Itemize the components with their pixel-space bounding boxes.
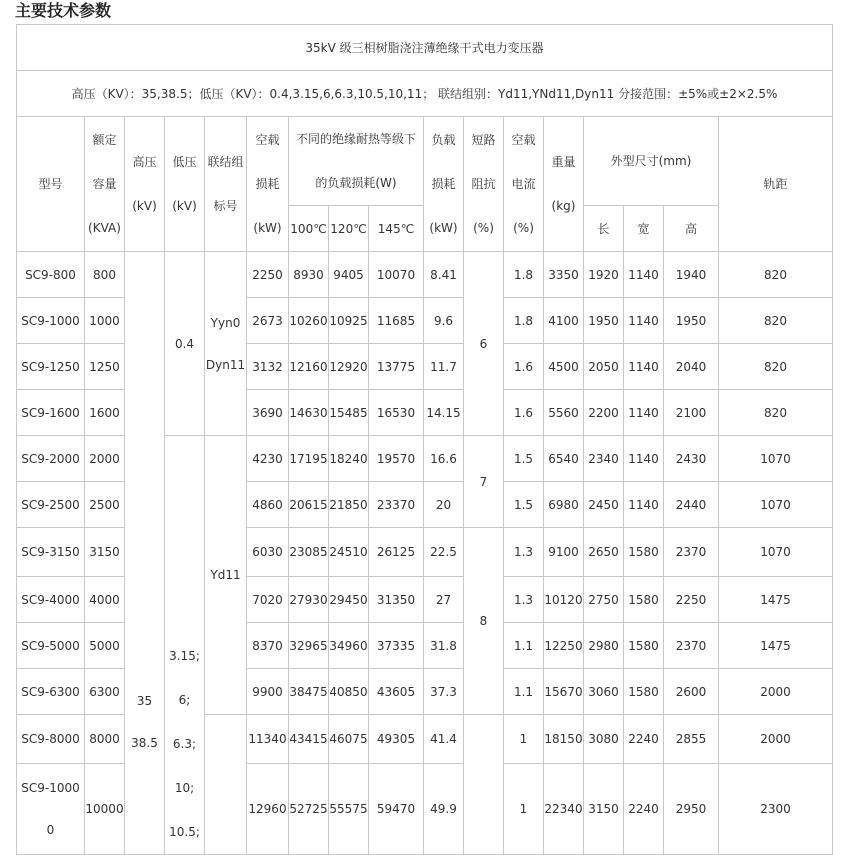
header-dim-height: 高: [664, 206, 719, 252]
cell-height: 2950: [664, 764, 719, 855]
cell-t120: 9405: [329, 252, 369, 298]
header-dim-width: 宽: [624, 206, 664, 252]
cell-load-loss: 31.8: [424, 623, 464, 669]
cell-no-load-loss: 9900: [247, 669, 289, 715]
cell-capacity: 800: [85, 252, 125, 298]
cell-width: 1140: [624, 482, 664, 528]
cell-current: 1.5: [504, 436, 544, 482]
cell-capacity: 6300: [85, 669, 125, 715]
cell-model: SC9-1000 0: [17, 764, 85, 855]
cell-height: 2600: [664, 669, 719, 715]
cell-height: 2250: [664, 577, 719, 623]
cell-weight: 3350: [544, 252, 584, 298]
cell-t100: 12160: [289, 344, 329, 390]
cell-t100: 52725: [289, 764, 329, 855]
cell-no-load-loss: 8370: [247, 623, 289, 669]
cell-t100: 10260: [289, 298, 329, 344]
cell-current: 1.8: [504, 252, 544, 298]
cell-gauge: 2000: [719, 715, 833, 764]
cell-no-load-loss: 12960: [247, 764, 289, 855]
cell-width: 1140: [624, 390, 664, 436]
header-hv: 高压 (kV): [125, 117, 165, 252]
cell-current: 1.6: [504, 390, 544, 436]
section-heading: 主要技术参数: [15, 1, 112, 20]
header-temp-100: 100℃: [289, 206, 329, 252]
cell-t100: 8930: [289, 252, 329, 298]
cell-current: 1: [504, 715, 544, 764]
cell-gauge: 820: [719, 252, 833, 298]
cell-height: 2370: [664, 528, 719, 577]
cell-t120: 15485: [329, 390, 369, 436]
cell-weight: 6540: [544, 436, 584, 482]
cell-conn-group2: Yd11: [205, 436, 247, 715]
cell-impedance-3: 8: [464, 528, 504, 715]
cell-length: 3080: [584, 715, 624, 764]
header-connection: 联结组 标号: [205, 117, 247, 252]
cell-impedance-2: 7: [464, 436, 504, 528]
cell-gauge: 820: [719, 344, 833, 390]
cell-height: 2430: [664, 436, 719, 482]
cell-t100: 23085: [289, 528, 329, 577]
cell-weight: 5560: [544, 390, 584, 436]
cell-current: 1.3: [504, 577, 544, 623]
cell-width: 1140: [624, 344, 664, 390]
cell-no-load-loss: 4230: [247, 436, 289, 482]
table-row: [17, 252, 833, 298]
cell-model: SC9-800: [17, 252, 85, 298]
cell-width: 1580: [624, 528, 664, 577]
cell-current: 1.8: [504, 298, 544, 344]
cell-capacity: 8000: [85, 715, 125, 764]
cell-length: 2450: [584, 482, 624, 528]
cell-height: 1940: [664, 252, 719, 298]
cell-capacity: 10000: [85, 764, 125, 855]
cell-t145: 10070: [369, 252, 424, 298]
cell-t145: 26125: [369, 528, 424, 577]
cell-weight: 4100: [544, 298, 584, 344]
header-gauge: 轨距: [719, 117, 833, 252]
cell-load-loss: 22.5: [424, 528, 464, 577]
cell-current: 1.1: [504, 669, 544, 715]
cell-height: 2100: [664, 390, 719, 436]
cell-t100: 20615: [289, 482, 329, 528]
cell-length: 1920: [584, 252, 624, 298]
cell-length: 2050: [584, 344, 624, 390]
cell-no-load-loss: 2250: [247, 252, 289, 298]
cell-model: SC9-3150: [17, 528, 85, 577]
cell-model: SC9-6300: [17, 669, 85, 715]
cell-length: 2340: [584, 436, 624, 482]
cell-capacity: 2000: [85, 436, 125, 482]
cell-load-loss: 9.6: [424, 298, 464, 344]
cell-load-loss: 20: [424, 482, 464, 528]
cell-load-loss: 49.9: [424, 764, 464, 855]
cell-gauge: 1475: [719, 577, 833, 623]
cell-model: SC9-2000: [17, 436, 85, 482]
header-weight: 重量 (kg): [544, 117, 584, 252]
cell-weight: 6980: [544, 482, 584, 528]
cell-no-load-loss: 3132: [247, 344, 289, 390]
cell-weight: 10120: [544, 577, 584, 623]
cell-model: SC9-5000: [17, 623, 85, 669]
cell-weight: 22340: [544, 764, 584, 855]
cell-t145: 37335: [369, 623, 424, 669]
cell-width: 2240: [624, 715, 664, 764]
cell-weight: 18150: [544, 715, 584, 764]
header-load-loss-group: 不同的绝缘耐热等级下 的负载损耗(W): [289, 117, 424, 206]
cell-model: SC9-1600: [17, 390, 85, 436]
cell-length: 2980: [584, 623, 624, 669]
cell-length: 1950: [584, 298, 624, 344]
cell-gauge: 820: [719, 390, 833, 436]
cell-height: 2040: [664, 344, 719, 390]
cell-gauge: 1475: [719, 623, 833, 669]
cell-t100: 38475: [289, 669, 329, 715]
cell-capacity: 1000: [85, 298, 125, 344]
cell-no-load-loss: 2673: [247, 298, 289, 344]
cell-t100: 43415: [289, 715, 329, 764]
cell-model: SC9-2500: [17, 482, 85, 528]
cell-no-load-loss: 3690: [247, 390, 289, 436]
cell-t145: 49305: [369, 715, 424, 764]
cell-t100: 14630: [289, 390, 329, 436]
cell-t120: 24510: [329, 528, 369, 577]
cell-t145: 59470: [369, 764, 424, 855]
cell-gauge: 2000: [719, 669, 833, 715]
cell-t120: 12920: [329, 344, 369, 390]
cell-height: 2855: [664, 715, 719, 764]
cell-t100: 27930: [289, 577, 329, 623]
cell-t145: 19570: [369, 436, 424, 482]
cell-lv-group2: 3.15; 6; 6.3; 10; 10.5;: [165, 436, 205, 855]
cell-current: 1.1: [504, 623, 544, 669]
cell-length: 2650: [584, 528, 624, 577]
cell-model: SC9-4000: [17, 577, 85, 623]
cell-t120: 40850: [329, 669, 369, 715]
cell-current: 1.3: [504, 528, 544, 577]
cell-load-loss: 37.3: [424, 669, 464, 715]
cell-gauge: 2300: [719, 764, 833, 855]
cell-capacity: 1250: [85, 344, 125, 390]
header-dim-length: 长: [584, 206, 624, 252]
cell-width: 1140: [624, 252, 664, 298]
cell-load-loss: 8.41: [424, 252, 464, 298]
cell-hv-merged: 35 38.5: [125, 252, 165, 855]
cell-t145: 43605: [369, 669, 424, 715]
header-load-loss: 负载 损耗 (kW): [424, 117, 464, 252]
cell-gauge: 820: [719, 298, 833, 344]
cell-capacity: 5000: [85, 623, 125, 669]
cell-load-loss: 27: [424, 577, 464, 623]
cell-load-loss: 14.15: [424, 390, 464, 436]
cell-lv-group1: 0.4: [165, 252, 205, 436]
header-model: 型号: [17, 117, 85, 252]
header-no-load-loss: 空载 损耗 (kW): [247, 117, 289, 252]
cell-t145: 11685: [369, 298, 424, 344]
cell-weight: 15670: [544, 669, 584, 715]
cell-model: SC9-1250: [17, 344, 85, 390]
cell-t100: 32965: [289, 623, 329, 669]
cell-model: SC9-8000: [17, 715, 85, 764]
cell-capacity: 2500: [85, 482, 125, 528]
cell-model: SC9-1000: [17, 298, 85, 344]
cell-capacity: 1600: [85, 390, 125, 436]
cell-t120: 18240: [329, 436, 369, 482]
cell-t120: 34960: [329, 623, 369, 669]
cell-t120: 29450: [329, 577, 369, 623]
cell-t145: 13775: [369, 344, 424, 390]
cell-weight: 12250: [544, 623, 584, 669]
cell-current: 1.5: [504, 482, 544, 528]
cell-no-load-loss: 11340: [247, 715, 289, 764]
cell-t145: 31350: [369, 577, 424, 623]
cell-load-loss: 11.7: [424, 344, 464, 390]
header-temp-120: 120℃: [329, 206, 369, 252]
cell-length: 3060: [584, 669, 624, 715]
cell-width: 1140: [624, 436, 664, 482]
cell-weight: 9100: [544, 528, 584, 577]
cell-height: 2440: [664, 482, 719, 528]
cell-t120: 10925: [329, 298, 369, 344]
cell-conn-group1: Yyn0 Dyn11: [205, 252, 247, 436]
cell-weight: 4500: [544, 344, 584, 390]
cell-length: 3150: [584, 764, 624, 855]
cell-width: 1580: [624, 669, 664, 715]
cell-impedance-1: 6: [464, 252, 504, 436]
cell-t120: 46075: [329, 715, 369, 764]
cell-conn-empty: [205, 715, 247, 855]
cell-width: 1580: [624, 577, 664, 623]
cell-t120: 21850: [329, 482, 369, 528]
cell-length: 2750: [584, 577, 624, 623]
cell-gauge: 1070: [719, 436, 833, 482]
table-title: 35kV 级三相树脂浇注薄绝缘干式电力变压器: [17, 25, 833, 71]
header-lv: 低压 (kV): [165, 117, 205, 252]
cell-length: 2200: [584, 390, 624, 436]
cell-capacity: 3150: [85, 528, 125, 577]
cell-capacity: 4000: [85, 577, 125, 623]
cell-current: 1: [504, 764, 544, 855]
cell-height: 2370: [664, 623, 719, 669]
cell-gauge: 1070: [719, 482, 833, 528]
cell-no-load-loss: 6030: [247, 528, 289, 577]
cell-impedance-empty: [464, 715, 504, 855]
cell-t145: 16530: [369, 390, 424, 436]
cell-load-loss: 41.4: [424, 715, 464, 764]
cell-t120: 55575: [329, 764, 369, 855]
header-capacity: 额定 容量 (KVA): [85, 117, 125, 252]
header-dimensions: 外型尺寸(mm): [584, 117, 719, 206]
cell-no-load-loss: 7020: [247, 577, 289, 623]
cell-t100: 17195: [289, 436, 329, 482]
header-impedance: 短路 阻抗 (%): [464, 117, 504, 252]
header-no-load-current: 空载 电流 (%): [504, 117, 544, 252]
spec-table: [16, 24, 833, 855]
cell-load-loss: 16.6: [424, 436, 464, 482]
header-temp-145: 145℃: [369, 206, 424, 252]
cell-t145: 23370: [369, 482, 424, 528]
cell-current: 1.6: [504, 344, 544, 390]
cell-gauge: 1070: [719, 528, 833, 577]
cell-width: 1580: [624, 623, 664, 669]
cell-height: 1950: [664, 298, 719, 344]
cell-width: 1140: [624, 298, 664, 344]
cell-width: 2240: [624, 764, 664, 855]
cell-no-load-loss: 4860: [247, 482, 289, 528]
table-info-line: 高压（KV）：35,38.5；低压（KV）：0.4,3.15,6,6.3,10.5,10,11； 联结组别：Yd11,YNd11,Dyn11 分接范围：±5%或±2×2.5%: [17, 71, 833, 117]
